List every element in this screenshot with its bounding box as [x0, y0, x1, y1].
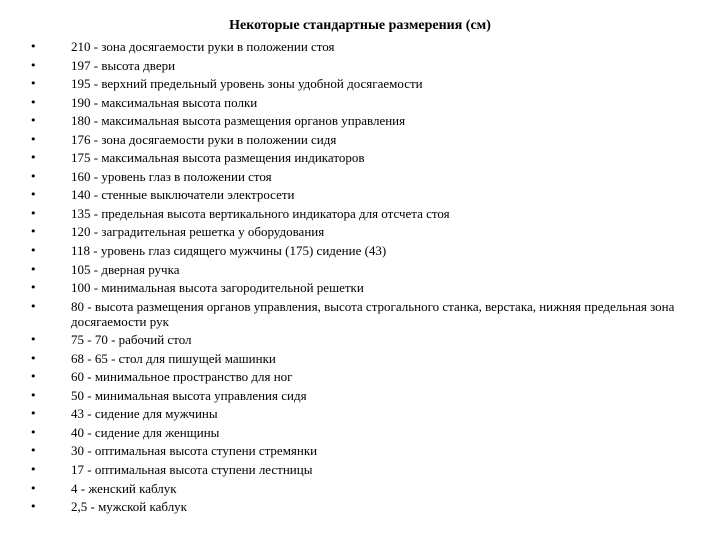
list-item-text: 2,5 - мужской каблук [71, 499, 187, 515]
list-item-text: 68 - 65 - стол для пишущей машинки [71, 350, 276, 366]
list-item-text: 30 - оптимальная высота ступени стремянки [71, 443, 318, 459]
list-item [0, 499, 720, 514]
list-item-text: 135 - предельная высота вертикального индикатора для отсчета стоя [71, 205, 450, 221]
list-item-text: 100 - минимальная высота загородительной решетки [71, 280, 364, 296]
list-item [0, 113, 720, 128]
list-item [0, 332, 720, 347]
list-item [0, 187, 720, 202]
list-item [0, 406, 720, 421]
list-item [0, 262, 720, 277]
list-item-text: 197 - высота двери [71, 57, 176, 73]
list-item-text: 60 - минимальное пространство для ног [71, 369, 293, 385]
bullet-icon: • [30, 244, 37, 258]
list-item [0, 443, 720, 458]
list-item-text: 118 - уровень глаз сидящего мужчины (175) сидение (43) [71, 243, 387, 259]
list-item-text: 120 - заградительная решетка у оборудования [71, 224, 325, 240]
list-item [0, 425, 720, 440]
list-item [0, 150, 720, 165]
bullet-icon: • [30, 188, 37, 202]
list-item-text: 80 - высота размещения органов управления, высота строгального станка, верстака, нижняя предельная зона досягаемости рук [71, 298, 675, 329]
list-item [0, 95, 720, 110]
bullet-icon: • [30, 333, 37, 347]
list-item [0, 206, 720, 221]
list-item-text: 175 - максимальная высота размещения индикаторов [71, 150, 365, 166]
bullet-icon: • [30, 58, 37, 72]
bullet-icon: • [30, 206, 37, 220]
list-item [0, 58, 720, 73]
list-item-text: 43 - сидение для мужчины [71, 406, 218, 422]
bullet-icon: • [30, 500, 37, 514]
list-item-text: 75 - 70 - рабочий стол [71, 332, 192, 348]
bullet-icon: • [30, 95, 37, 109]
list-item-text: 105 - дверная ручка [71, 261, 180, 277]
list-item-text: 40 - сидение для женщины [71, 424, 220, 440]
list-item-text: 160 - уровень глаз в положении стоя [71, 168, 272, 184]
list-item [0, 132, 720, 147]
bullet-icon: • [30, 370, 37, 384]
bullet-icon: • [30, 40, 37, 53]
list-item [0, 280, 720, 295]
bullet-icon: • [30, 463, 37, 477]
slide-title: Некоторые стандартные размерения (см) [229, 18, 491, 33]
list-item [0, 351, 720, 366]
bullet-icon: • [30, 444, 37, 458]
bullet-icon: • [30, 132, 37, 146]
list-item-text: 176 - зона досягаемости руки в положении сидя [71, 131, 337, 147]
list-item [0, 388, 720, 403]
list-item [0, 169, 720, 184]
list-item-text: 140 - стенные выключатели электросети [71, 187, 295, 203]
list-item-text: 210 - зона досягаемости руки в положении стоя [71, 39, 335, 54]
bullet-icon: • [30, 151, 37, 165]
bullet-icon: • [30, 351, 37, 365]
list-item [0, 462, 720, 477]
list-item [0, 76, 720, 91]
list-item-text: 195 - верхний предельный уровень зоны удобной досягаемости [71, 76, 423, 92]
bullet-icon: • [30, 262, 37, 276]
list-item-text: 50 - минимальная высота управления сидя [71, 387, 307, 403]
list-item [0, 481, 720, 496]
list-item [0, 224, 720, 239]
dimensions-list [0, 39, 720, 518]
bullet-icon: • [30, 114, 37, 128]
bullet-icon: • [30, 281, 37, 295]
bullet-icon: • [30, 225, 37, 239]
list-item-text: 180 - максимальная высота размещения органов управления [71, 113, 406, 129]
list-item [0, 369, 720, 384]
list-item [0, 39, 720, 54]
list-item [0, 299, 720, 329]
bullet-icon: • [30, 169, 37, 183]
bullet-icon: • [30, 299, 37, 313]
bullet-icon: • [30, 481, 37, 495]
list-item-text: 190 - максимальная высота полки [71, 94, 258, 110]
bullet-icon: • [30, 388, 37, 402]
list-item-text: 17 - оптимальная высота ступени лестницы [71, 462, 313, 478]
list-item-text: 4 - женский каблук [71, 480, 177, 496]
bullet-icon: • [30, 77, 37, 91]
bullet-icon: • [30, 407, 37, 421]
list-item [0, 243, 720, 258]
bullet-icon: • [30, 425, 37, 439]
